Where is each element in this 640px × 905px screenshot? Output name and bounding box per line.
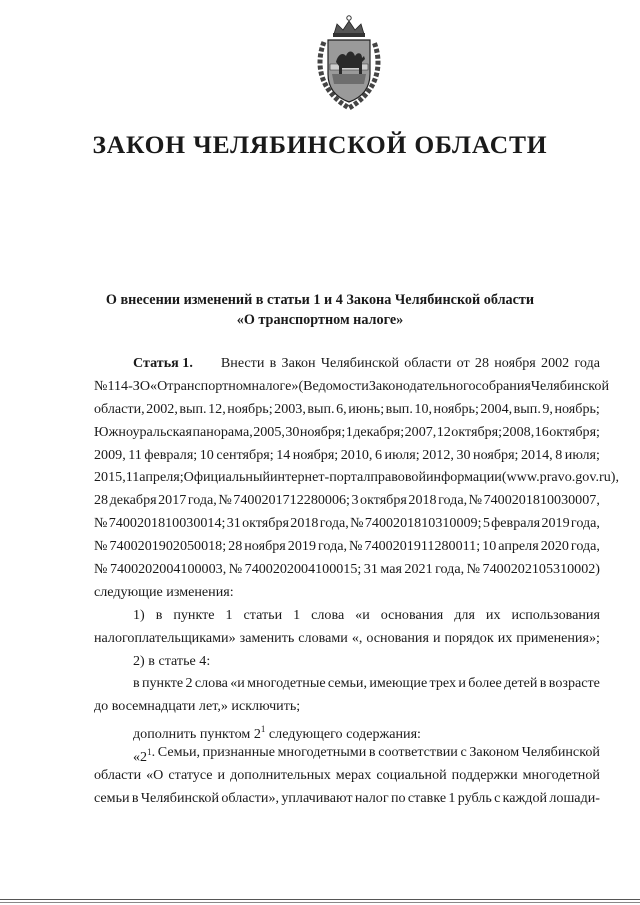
page-bottom-rule [0, 899, 640, 900]
word: налоге» [251, 377, 299, 394]
word: пункте [141, 675, 184, 692]
word: 1 [448, 789, 456, 806]
word: основания [380, 606, 444, 623]
word: информации [426, 469, 502, 486]
word: статьи [243, 606, 283, 623]
word: многодетными [277, 744, 367, 761]
word: (www.pravo.gov.ru), [501, 469, 619, 486]
text-line [94, 375, 610, 398]
word: и [432, 629, 441, 646]
word: вып. [385, 400, 413, 417]
word: № [218, 492, 232, 509]
word: № [350, 515, 364, 532]
word: правовой [370, 469, 426, 486]
text-line [94, 466, 619, 489]
word: Семьи, [157, 744, 201, 761]
word: 2015, [94, 469, 126, 486]
word: 10, [414, 400, 433, 417]
word: статусе [168, 767, 213, 784]
word: № [349, 538, 363, 555]
item-1-line [94, 627, 600, 650]
text-line [94, 398, 600, 421]
word: 2009, [94, 446, 126, 463]
word: ставке [407, 789, 447, 806]
word: 2018 [290, 515, 319, 532]
word: детей [504, 675, 538, 692]
text-line [94, 512, 600, 535]
word: 28 [228, 538, 243, 555]
word: сентября; [216, 446, 274, 463]
word: использования [511, 606, 600, 623]
item-2-b-line [94, 718, 600, 741]
word: слова [311, 606, 345, 623]
word: области [94, 767, 142, 784]
word: 2017 [158, 492, 187, 509]
word: многодетной [522, 767, 600, 784]
word: октября; [549, 423, 600, 440]
word: № [94, 377, 108, 394]
word: 12, [208, 400, 226, 417]
word: их [485, 606, 501, 623]
word: области [404, 355, 452, 371]
law-subtitle [0, 290, 640, 330]
word: в [133, 675, 140, 692]
word: декабря [109, 492, 157, 509]
subtitle-line-2: «О транспортном налоге» [236, 312, 404, 328]
word: года, [319, 515, 349, 532]
word: порядок [444, 629, 494, 646]
word: 2007, [404, 423, 437, 440]
word: 7400201911280011; [364, 538, 481, 555]
word: ноября [494, 355, 536, 371]
word: Закон [281, 355, 316, 371]
word: Челябинской [530, 377, 610, 394]
word: вып. [179, 400, 207, 417]
word: 28 [474, 355, 490, 371]
word: 30 [285, 423, 300, 440]
word: вып. [307, 400, 335, 417]
word: 2005, [253, 423, 285, 440]
word: и [217, 767, 226, 784]
word: октября [242, 515, 289, 532]
word: 2010, [340, 446, 373, 463]
text-line [94, 489, 600, 512]
word: интернет-портал [270, 469, 371, 486]
article-1-first-line [94, 352, 600, 375]
word: 7400201810030007, [483, 492, 600, 509]
word: . [151, 744, 156, 761]
word: Челябинской [320, 355, 400, 371]
word: «О [150, 377, 168, 394]
word: в [269, 355, 277, 371]
word: 114-ЗО [107, 377, 151, 394]
word: ноября; [292, 446, 339, 463]
word: 31 [226, 515, 241, 532]
word: ноября; [299, 423, 346, 440]
word: года, [438, 492, 468, 509]
word: 3 [351, 492, 359, 509]
word: года, [570, 515, 600, 532]
word: применения»; [516, 629, 600, 646]
word: 8 [555, 446, 563, 463]
word: ноябрь; [433, 400, 479, 417]
word: 7400201902050018; [109, 538, 227, 555]
text-line [94, 535, 600, 558]
word: лошади- [549, 789, 600, 806]
word: 10 [199, 446, 214, 463]
word: семьи [94, 789, 130, 806]
word: 11 [125, 469, 140, 486]
word: основания [366, 629, 429, 646]
word: их [497, 629, 513, 646]
word: 2012, [422, 446, 454, 463]
word: налог [354, 789, 389, 806]
word: для [454, 606, 475, 623]
word: 7400202004100003, [109, 561, 227, 578]
word: 2018 [408, 492, 437, 509]
word: Внести [220, 355, 265, 371]
text-line [94, 558, 600, 581]
word: 2002, [146, 400, 178, 417]
word: июля; [564, 446, 600, 463]
word: каждой [502, 789, 548, 806]
word: № [466, 561, 481, 578]
page-bottom-rule [0, 902, 640, 903]
word: «О [146, 767, 164, 784]
text-line [94, 444, 600, 467]
word: ноябрь; [554, 400, 600, 417]
word: года, [318, 538, 348, 555]
word: «, [351, 629, 363, 646]
word: 1 [225, 606, 233, 623]
word: года, [570, 538, 600, 555]
word: 14 [276, 446, 291, 463]
word: 5 [482, 515, 490, 532]
word: 6, [336, 400, 347, 417]
word: ноябрь; [227, 400, 273, 417]
word: 7400201712280006; [233, 492, 350, 509]
word: 1 [345, 423, 353, 440]
word: апреля; [139, 469, 184, 486]
word: и [458, 675, 466, 692]
item-2-a-line [94, 672, 600, 695]
word: 2002 [541, 355, 570, 371]
word: уплачивают [281, 789, 353, 806]
word: Законом [469, 744, 520, 761]
quote-open: «$2^1$ [133, 747, 152, 766]
word: февраля; [144, 446, 198, 463]
item-2-b-text: дополнить пунктом $2^1$ следующего содержания: [133, 724, 421, 743]
word: более [468, 675, 502, 692]
word: 7400201810030014; [108, 515, 226, 532]
word: рубль [457, 789, 492, 806]
word: в [131, 789, 139, 806]
word: мерах [335, 767, 372, 784]
word: 2021 [404, 561, 433, 578]
word: 2019 [541, 515, 570, 532]
word: 6 [374, 446, 383, 463]
item-1-line [94, 604, 600, 627]
word: 31 [363, 561, 378, 578]
word: возрасте [548, 675, 600, 692]
word: 2003, [274, 400, 306, 417]
word: № [94, 561, 108, 578]
word: 10 [482, 538, 497, 555]
article-1-body [94, 352, 619, 810]
word: в [539, 675, 547, 692]
word: транспортном [167, 377, 252, 394]
word: Официальный [183, 469, 270, 486]
law-title: ЗАКОН ЧЕЛЯБИНСКОЙ ОБЛАСТИ [92, 130, 548, 159]
superscript: 1 [260, 724, 266, 735]
word: от [456, 355, 470, 371]
word: налогоплательщиками» [94, 629, 236, 646]
word: в [368, 744, 376, 761]
word: словами [298, 629, 348, 646]
word: 1) [133, 606, 145, 623]
word: имеющие [369, 675, 428, 692]
word: 28 [94, 492, 109, 509]
word: апреля [498, 538, 539, 555]
word: ноября; [473, 446, 519, 463]
word: семьи, [327, 675, 367, 692]
word: многодетные [247, 675, 326, 692]
word: 7400202004100015; [244, 561, 362, 578]
chelyabinsk-coat-of-arms-icon [310, 12, 388, 112]
word: (Ведомости [298, 377, 369, 394]
word: 2004, [480, 400, 513, 417]
text-line [94, 421, 600, 444]
word: социальной [376, 767, 447, 784]
word: № [94, 538, 108, 555]
word: № [94, 515, 108, 532]
word: № [468, 492, 483, 509]
word: мая [380, 561, 402, 578]
word: трех [429, 675, 457, 692]
word: «и [355, 606, 370, 623]
text-line: следующие изменения: [94, 583, 234, 600]
word: 12 [436, 423, 451, 440]
word: 2 [185, 675, 193, 692]
word: Челябинской [521, 744, 600, 761]
word: области, [94, 400, 145, 417]
word: июнь; [348, 400, 385, 417]
word: пункте [173, 606, 215, 623]
word: заменить [239, 629, 295, 646]
subtitle-line-1: О внесении изменений в статьи 1 и 4 Закона Челябинской области [105, 292, 535, 308]
word: года, [435, 561, 465, 578]
text-line [221, 352, 600, 375]
word: 9, [542, 400, 553, 417]
word: слова [194, 675, 228, 692]
word: вып. [513, 400, 541, 417]
word: по [390, 789, 406, 806]
word: 2019 [287, 538, 316, 555]
quote-line [94, 787, 600, 810]
word: в [155, 606, 163, 623]
word: дополнительных [230, 767, 331, 784]
word: июля; [384, 446, 420, 463]
word: 7400201810310009; [364, 515, 482, 532]
item-2-intro: 2) в статье 4: [133, 652, 211, 669]
word: 1 [293, 606, 301, 623]
word: признанные [202, 744, 275, 761]
word: поддержки [451, 767, 518, 784]
word: октября; [451, 423, 503, 440]
quote-line [94, 764, 600, 787]
word: панорама, [192, 423, 253, 440]
word: года, [187, 492, 217, 509]
word: Южноуральская [94, 423, 193, 440]
quote-first-line [94, 741, 600, 764]
word: «и [230, 675, 245, 692]
word: года [574, 355, 600, 371]
word: 7400202105310002) [482, 561, 600, 578]
word: 30 [456, 446, 471, 463]
word: 11 [128, 446, 142, 463]
superscript: 1 [147, 747, 152, 758]
word: февраля [491, 515, 541, 532]
word: 2008, [502, 423, 535, 440]
word: октября [360, 492, 407, 509]
word: собрания [475, 377, 531, 394]
item-2-a-line: до восемнадцати лет,» исключить; [94, 698, 301, 715]
quote-rest [152, 741, 600, 764]
word: ноября [244, 538, 286, 555]
word: области», [221, 789, 280, 806]
word: Законодательного [368, 377, 476, 394]
word: 16 [534, 423, 549, 440]
word: с [494, 789, 501, 806]
word: № [228, 561, 243, 578]
word: 2014, [520, 446, 553, 463]
word: с [460, 744, 467, 761]
word: соответствии [378, 744, 458, 761]
word: Челябинской [140, 789, 220, 806]
word: декабря; [353, 423, 405, 440]
article-label: Статья 1. [133, 355, 193, 371]
word: 2020 [540, 538, 569, 555]
